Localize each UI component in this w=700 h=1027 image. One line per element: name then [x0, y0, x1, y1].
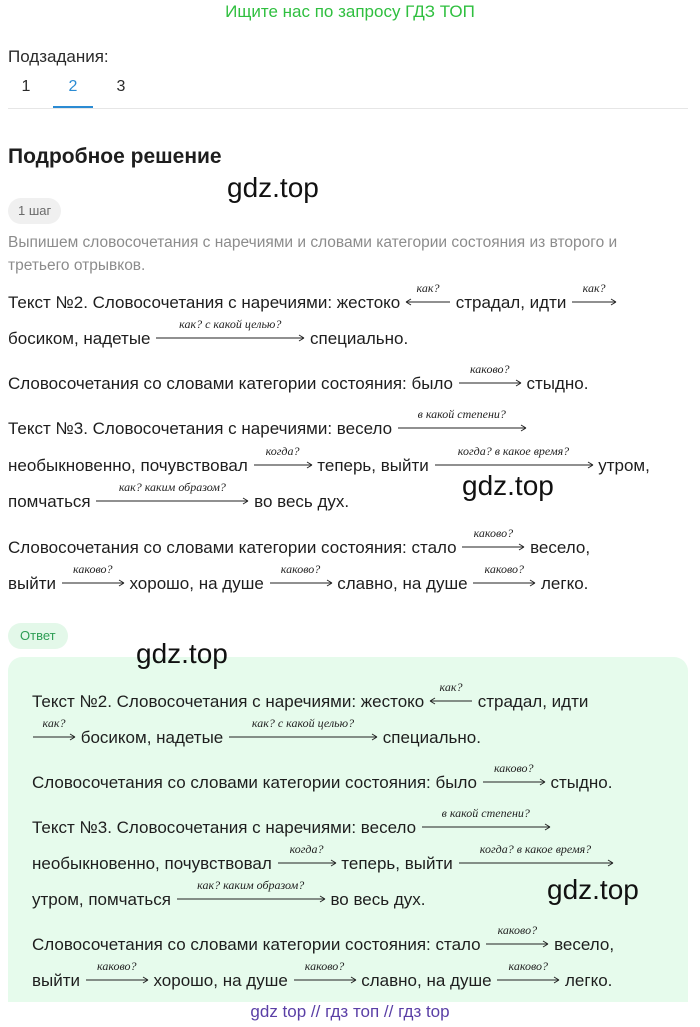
solution-line: [8, 281, 617, 313]
arrow-right-icon: [32, 733, 76, 741]
text-fragment: утром,: [598, 456, 650, 475]
promo-text: Ищите нас по запросу ГДЗ ТОП: [225, 2, 475, 21]
arrow-right-icon: [434, 461, 594, 469]
divider: [8, 108, 688, 109]
answer-line: [32, 761, 613, 793]
watermark: gdz.top: [136, 638, 228, 669]
question-arrow: [32, 716, 76, 743]
text-fragment: страдал, идти: [455, 293, 567, 312]
step-badge: 1 шаг: [8, 198, 61, 224]
question-label: каково?: [484, 562, 525, 576]
text-fragment: весело,: [530, 538, 591, 557]
text-fragment: специально.: [310, 329, 409, 348]
answer-line: [32, 716, 481, 748]
arrow-right-icon: [458, 859, 614, 867]
question-label: как? с какой целью?: [179, 317, 282, 331]
question-arrow: [277, 842, 337, 869]
question-arrow: [482, 761, 546, 788]
text-fragment: выйти: [32, 971, 81, 990]
answer-line: [32, 959, 613, 991]
text-fragment: Текст №2. Словосочетания с наречиями: жестоко: [8, 293, 401, 312]
arrow-right-icon: [155, 334, 305, 342]
tab-subtask-2[interactable]: 2: [68, 78, 78, 95]
answer-line: [32, 923, 615, 955]
text-fragment: славно, на душе: [361, 971, 492, 990]
text-fragment: стыдно.: [526, 374, 589, 393]
question-label: в какой степени?: [441, 806, 530, 820]
text-fragment: Словосочетания со словами категории состояния: стало: [8, 538, 457, 557]
question-label: каково?: [497, 923, 538, 937]
question-label: когда?: [265, 444, 300, 458]
text-fragment: босиком, надетые: [80, 728, 224, 747]
text-fragment: славно, на душе: [337, 574, 468, 593]
question-label: каково?: [97, 959, 137, 973]
question-label: как?: [416, 281, 440, 295]
question-arrow: [61, 562, 125, 589]
question-arrow: [176, 878, 326, 905]
question-label: каково?: [280, 562, 321, 576]
text-fragment: стыдно.: [550, 773, 613, 792]
tab-subtask-1[interactable]: 1: [21, 78, 31, 95]
arrow-right-icon: [85, 976, 149, 984]
arrow-right-icon: [496, 976, 560, 984]
arrow-left-icon: [405, 298, 451, 306]
arrow-right-icon: [458, 379, 522, 387]
question-arrow: [269, 562, 333, 589]
arrow-right-icon: [482, 778, 546, 786]
text-fragment: Текст №3. Словосочетания с наречиями: весело: [32, 818, 417, 837]
question-arrow: [228, 716, 378, 743]
arrow-right-icon: [228, 733, 378, 741]
arrow-right-icon: [176, 895, 326, 903]
question-label: каково?: [73, 562, 113, 576]
question-label: как? каким образом?: [197, 878, 305, 892]
text-fragment: теперь, выйти: [317, 456, 429, 475]
question-arrow: [496, 959, 560, 986]
arrow-right-icon: [397, 424, 527, 432]
solution-line: [8, 362, 589, 394]
arrow-right-icon: [571, 298, 617, 306]
text-fragment: помчаться: [8, 492, 91, 511]
question-arrow: [458, 362, 522, 389]
question-label: в какой степени?: [417, 407, 506, 421]
subtask-tabs: [0, 78, 690, 110]
answer-line: [32, 842, 614, 874]
question-label: как?: [42, 716, 66, 730]
question-label: каково?: [473, 526, 514, 540]
question-label: каково?: [508, 959, 549, 973]
answer-badge: Ответ: [8, 623, 68, 649]
watermark: gdz.top: [547, 874, 639, 905]
text-fragment: теперь, выйти: [341, 854, 453, 873]
solution-line: [8, 480, 350, 512]
question-label: как? каким образом?: [118, 480, 226, 494]
question-arrow: [155, 317, 305, 344]
text-fragment: необыкновенно, почувствовал: [8, 456, 248, 475]
question-arrow: [293, 959, 357, 986]
question-label: как? с какой целью?: [251, 716, 355, 730]
text-fragment: легко.: [541, 574, 589, 593]
text-fragment: хорошо, на душе: [153, 971, 288, 990]
question-arrow: [405, 281, 451, 308]
watermark: gdz.top: [227, 172, 319, 203]
question-label: каково?: [493, 761, 534, 775]
text-fragment: Словосочетания со словами категории состояния: было: [8, 374, 454, 393]
arrow-right-icon: [95, 497, 249, 505]
question-label: когда?: [289, 842, 324, 856]
solution-line: [8, 526, 591, 558]
text-fragment: необыкновенно, почувствовал: [32, 854, 272, 873]
question-label: когда? в какое время?: [479, 842, 592, 856]
text-fragment: Словосочетания со словами категории состояния: было: [32, 773, 478, 792]
arrow-right-icon: [421, 823, 551, 831]
question-arrow: [429, 680, 473, 707]
question-arrow: [571, 281, 617, 308]
question-arrow: [434, 444, 594, 471]
answer-line: [32, 878, 426, 910]
text-fragment: босиком, надетые: [8, 329, 151, 348]
answer-line: [32, 680, 589, 712]
section-title: Подробное решение: [8, 145, 222, 168]
question-label: как?: [582, 281, 606, 295]
text-fragment: весело,: [554, 935, 615, 954]
text-fragment: выйти: [8, 574, 57, 593]
question-label: каково?: [304, 959, 345, 973]
question-arrow: [85, 959, 149, 986]
arrow-right-icon: [485, 940, 549, 948]
footer-links[interactable]: gdz top // гдз топ // гдз top: [250, 1002, 450, 1021]
watermark: gdz.top: [462, 470, 554, 501]
subtasks-title: Подзадания:: [8, 47, 109, 66]
question-arrow: [458, 842, 614, 869]
text-fragment: во весь дух.: [330, 890, 426, 909]
text-fragment: специально.: [382, 728, 481, 747]
arrow-right-icon: [61, 579, 125, 587]
text-fragment: легко.: [565, 971, 613, 990]
arrow-right-icon: [277, 859, 337, 867]
solution-line: [8, 317, 409, 349]
arrow-right-icon: [461, 543, 525, 551]
text-fragment: утром, помчаться: [32, 890, 171, 909]
question-label: каково?: [469, 362, 510, 376]
arrow-right-icon: [253, 461, 313, 469]
question-arrow: [461, 526, 525, 553]
text-fragment: во весь дух.: [254, 492, 350, 511]
arrow-right-icon: [293, 976, 357, 984]
answer-line: [32, 806, 551, 838]
question-label: когда? в какое время?: [457, 444, 570, 458]
question-arrow: [95, 480, 249, 507]
question-arrow: [472, 562, 536, 589]
text-fragment: Текст №2. Словосочетания с наречиями: жестоко: [32, 692, 425, 711]
tab-subtask-3[interactable]: 3: [116, 78, 126, 95]
question-arrow: [253, 444, 313, 471]
solution-line: [8, 562, 589, 594]
question-arrow: [397, 407, 527, 434]
solution-line: [8, 407, 527, 439]
arrow-left-icon: [429, 697, 473, 705]
text-fragment: Текст №3. Словосочетания с наречиями: весело: [8, 419, 393, 438]
question-arrow: [421, 806, 551, 833]
arrow-right-icon: [472, 579, 536, 587]
question-arrow: [485, 923, 549, 950]
text-fragment: Словосочетания со словами категории состояния: стало: [32, 935, 481, 954]
question-label: как?: [439, 680, 463, 694]
text-fragment: страдал, идти: [477, 692, 589, 711]
intro-text: Выпишем словосочетания с наречиями и словами категории состояния из второго и третьего отрывков.: [8, 234, 618, 274]
arrow-right-icon: [269, 579, 333, 587]
text-fragment: хорошо, на душе: [129, 574, 264, 593]
